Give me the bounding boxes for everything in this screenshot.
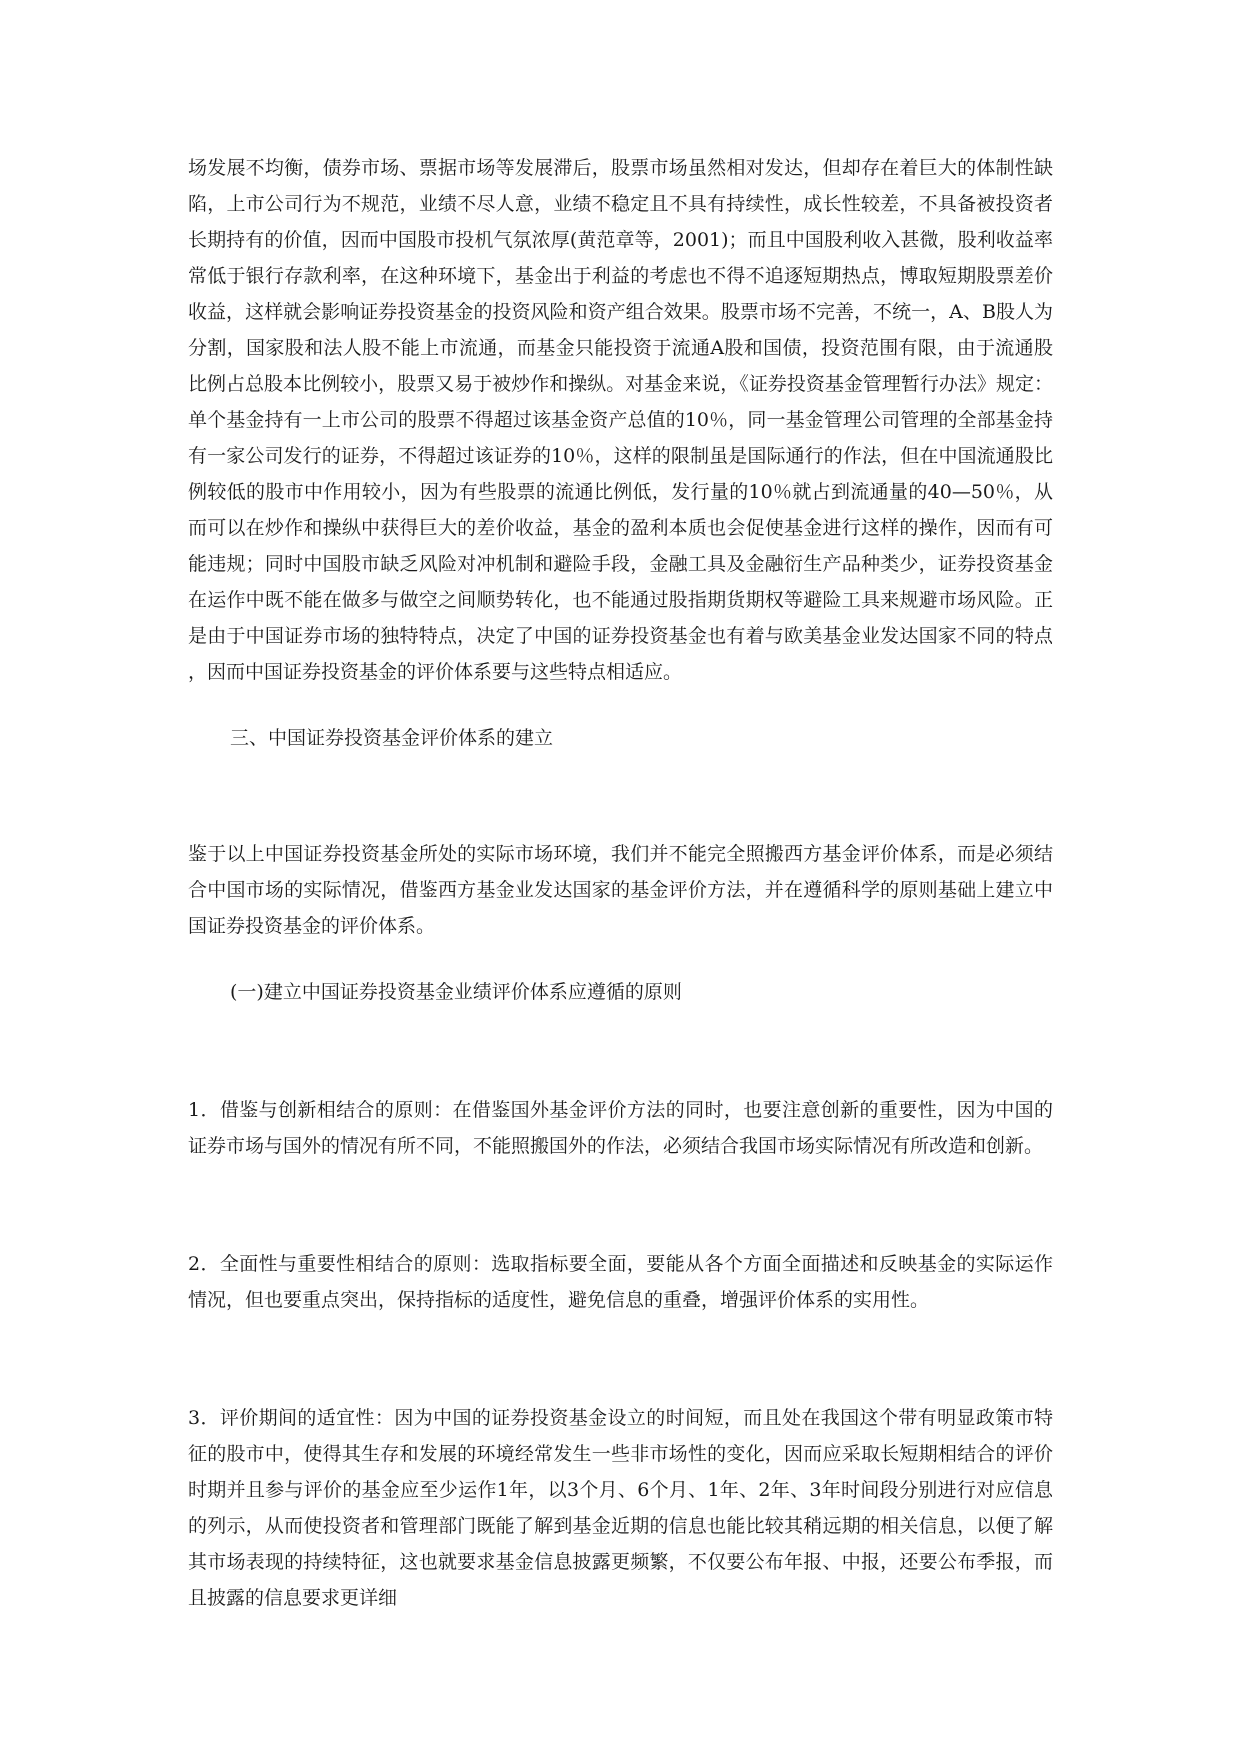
subsection-heading-principles: (一)建立中国证券投资基金业绩评价体系应遵循的原则: [230, 981, 682, 1003]
principle-item-3: 3．评价期间的适宜性：因为中国的证券投资基金设立的时间短，而且处在我国这个带有明显政策市特征的股市中，使得其生存和发展的环境经常发生一些非市场性的变化，因而应采取长短期相结合的评价时期并且参与评价的基金应至少运作1年，以3个月、6个月、1年、2年、3年时间段分别进行对应信息的列示，从而使投资者和管理部门既能了解到基金近期的信息也能比较其稍远期的相关信息，以便了解其市场表现的持续特征，这也就要求基金信息披露更频繁，不仅要公布年报、中报，还要公布季报，而且披露的信息要求更详细: [188, 1407, 1053, 1609]
paragraph-market-environment: 场发展不均衡，债券市场、票据市场等发展滞后，股票市场虽然相对发达，但却存在着巨大的体制性缺陷，上市公司行为不规范，业绩不尽人意，业绩不稳定且不具有持续性，成长性较差，不具备被投资者长期持有的价值，因而中国股市投机气氛浓厚(黄范章等，2001)；而且中国股利收入甚微，股利收益率常低于银行存款利率，在这种环境下，基金出于利益的考虑也不得不追逐短期热点，博取短期股票差价收益，这样就会影响证券投资基金的投资风险和资产组合效果。股票市场不完善，不统一，A、B股人为分割，国家股和法人股不能上市流通，而基金只能投资于流通A股和国债，投资范围有限，由于流通股比例占总股本比例较小，股票又易于被炒作和操纵。对基金来说，《证券投资基金管理暂行办法》规定：单个基金持有一上市公司的股票不得超过该基金资产总值的10％，同一基金管理公司管理的全部基金持有一家公司发行的证券，不得超过该证券的10％，这样的限制虽是国际通行的作法，但在中国流通股比例较低的股市中作用较小，因为有些股票的流通比例低，发行量的10％就占到流通量的40—50％，从而可以在炒作和操纵中获得巨大的差价收益，基金的盈利本质也会促使基金进行这样的操作，因而有可能违规；同时中国股市缺乏风险对冲机制和避险手段，金融工具及金融衍生产品种类少，证券投资基金在运作中既不能在做多与做空之间顺势转化，也不能通过股指期货期权等避险工具来规避市场风险。正是由于中国证券市场的独特特点，决定了中国的证券投资基金也有着与欧美基金业发达国家不同的特点，因而中国证券投资基金的评价体系要与这些特点相适应。: [188, 157, 1053, 683]
spacer: [188, 756, 1053, 836]
spacer: [188, 1318, 1053, 1400]
spacer: [188, 1010, 1053, 1092]
spacer: [188, 1164, 1053, 1246]
paragraph-evaluation-basis: 鉴于以上中国证券投资基金所处的实际市场环境，我们并不能完全照搬西方基金评价体系，而是必须结合中国市场的实际情况，借鉴西方基金业发达国家的基金评价方法，并在遵循科学的原则基础上建立中国证券投资基金的评价体系。: [188, 843, 1053, 937]
section-heading-3: 三、中国证券投资基金评价体系的建立: [230, 727, 554, 749]
principle-item-1: 1．借鉴与创新相结合的原则：在借鉴国外基金评价方法的同时，也要注意创新的重要性，因为中国的证券市场与国外的情况有所不同，不能照搬国外的作法，必须结合我国市场实际情况有所改造和创新。: [188, 1099, 1053, 1157]
principle-item-2: 2．全面性与重要性相结合的原则：选取指标要全面，要能从各个方面全面描述和反映基金的实际运作情况，但也要重点突出，保持指标的适度性，避免信息的重叠，增强评价体系的实用性。: [188, 1253, 1053, 1311]
document-body: [188, 150, 1053, 1616]
spacer: [188, 944, 1053, 974]
spacer: [188, 690, 1053, 720]
